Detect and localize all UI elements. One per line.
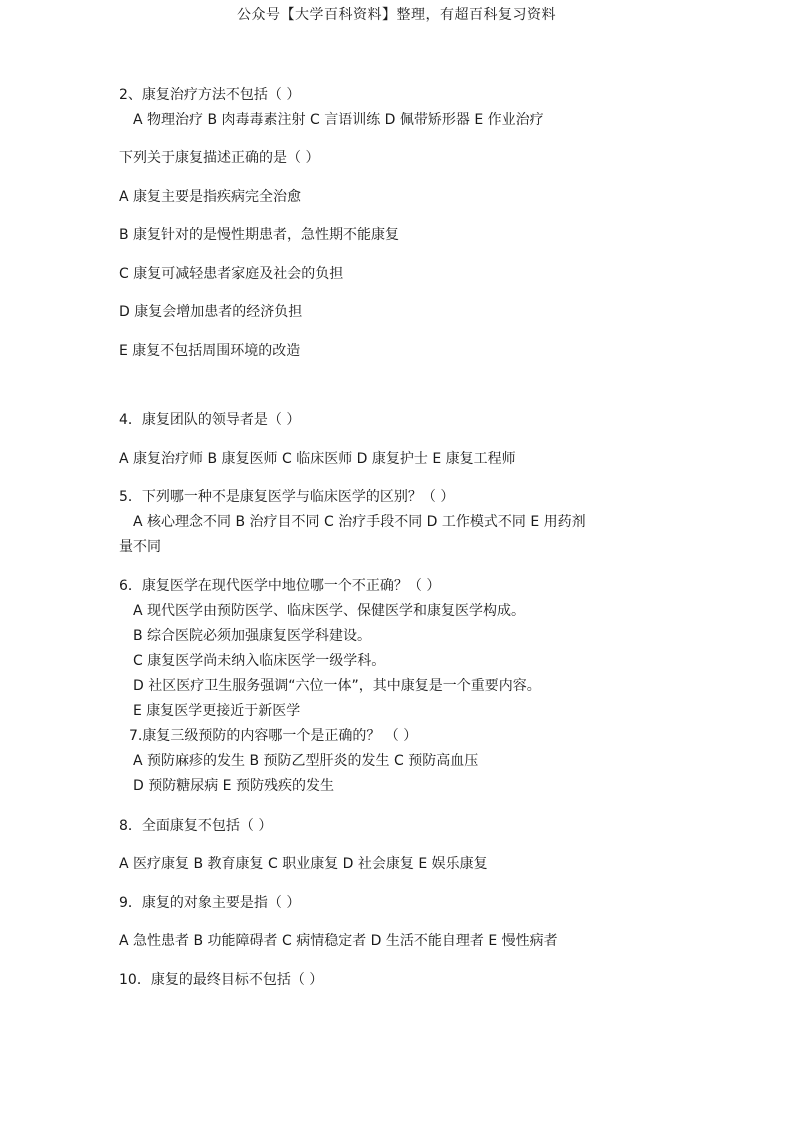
- question-3: 下列关于康复描述正确的是（ ）: [119, 150, 320, 166]
- question-5: 5．下列哪一种不是康复医学与临床医学的区别？（ ）: [119, 489, 455, 505]
- question-3-option-e: E 康复不包括周围环境的改造: [119, 343, 301, 359]
- question-7: 7.康复三级预防的内容哪一个是正确的？ （ ）: [129, 728, 418, 744]
- question-9: 9．康复的对象主要是指（ ）: [119, 895, 301, 911]
- question-7-options-2: D 预防糖尿病 E 预防残疾的发生: [133, 778, 334, 794]
- question-6-option-c: C 康复医学尚未纳入临床医学一级学科。: [133, 653, 386, 669]
- question-3-option-a: A 康复主要是指疾病完全治愈: [119, 189, 302, 205]
- question-2: 2、康复治疗方法不包括（ ）: [119, 87, 301, 103]
- question-9-options: A 急性患者 B 功能障碍者 C 病情稳定者 D 生活不能自理者 E 慢性病者: [119, 933, 558, 949]
- question-5-options-cont: 量不同: [119, 539, 161, 555]
- question-4: 4．康复团队的领导者是（ ）: [119, 412, 301, 428]
- question-3-option-d: D 康复会增加患者的经济负担: [119, 304, 303, 320]
- question-2-options: A 物理治疗 B 肉毒毒素注射 C 言语训练 D 佩带矫形器 E 作业治疗: [133, 112, 544, 128]
- question-3-option-c: C 康复可减轻患者家庭及社会的负担: [119, 266, 344, 282]
- question-6-option-a: A 现代医学由预防医学、临床医学、保健医学和康复医学构成。: [133, 603, 526, 619]
- question-6-option-e: E 康复医学更接近于新医学: [133, 703, 301, 719]
- question-4-options: A 康复治疗师 B 康复医师 C 临床医师 D 康复护士 E 康复工程师: [119, 451, 516, 467]
- page-header: 公众号【大学百科资料】整理，有超百科复习资料: [237, 7, 556, 23]
- question-6: 6．康复医学在现代医学中地位哪一个不正确？（ ）: [119, 578, 441, 594]
- question-5-options: A 核心理念不同 B 治疗目不同 C 治疗手段不同 D 工作模式不同 E 用药剂: [133, 514, 586, 530]
- question-6-option-d: D 社区医疗卫生服务强调“六位一体”，其中康复是一个重要内容。: [133, 678, 541, 694]
- question-7-options-1: A 预防麻疹的发生 B 预防乙型肝炎的发生 C 预防高血压: [133, 753, 479, 769]
- question-8-options: A 医疗康复 B 教育康复 C 职业康复 D 社会康复 E 娱乐康复: [119, 856, 488, 872]
- question-10: 10．康复的最终目标不包括（ ）: [119, 972, 324, 988]
- question-8: 8．全面康复不包括（ ）: [119, 818, 273, 834]
- question-3-option-b: B 康复针对的是慢性期患者，急性期不能康复: [119, 227, 400, 243]
- question-6-option-b: B 综合医院必须加强康复医学科建设。: [133, 628, 372, 644]
